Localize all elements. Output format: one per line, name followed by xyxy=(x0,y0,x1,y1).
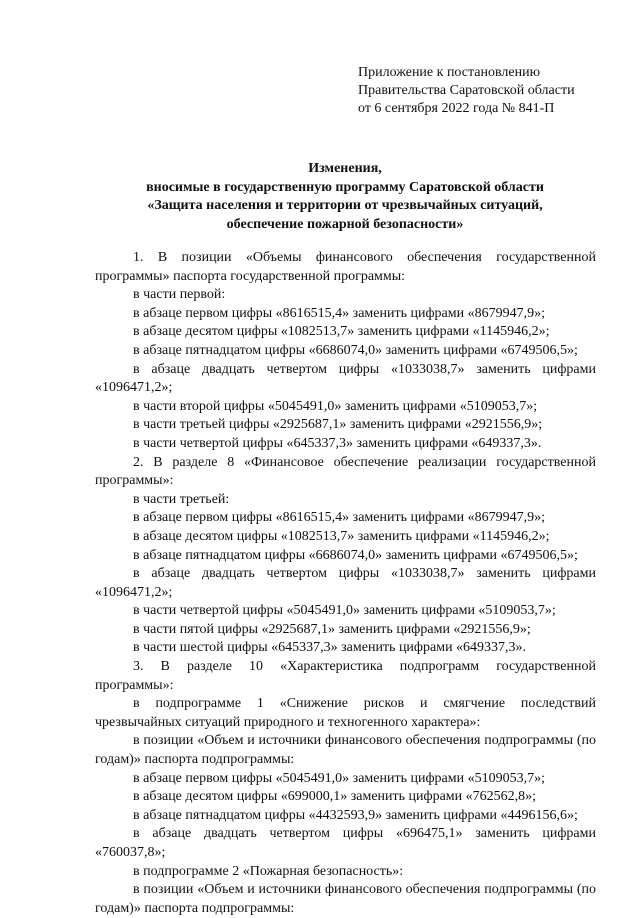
paragraph: в подпрограмме 1 «Снижение рисков и смягчение последствий чрезвычайных ситуаций природного и техногенного характера»: xyxy=(95,696,596,730)
document-body xyxy=(95,249,596,918)
paragraph: в части второй цифры «5045491,0» заменить цифрами «5109053,7»; xyxy=(133,398,538,414)
title-line-2: вносимые в государственную программу Саратовской области xyxy=(146,179,544,195)
title-line-1: Изменения, xyxy=(308,161,382,176)
approval-block xyxy=(358,64,575,118)
paragraph: в части пятой цифры «2925687,1» заменить цифрами «2921556,9»; xyxy=(133,621,531,637)
paragraph: в абзаце первом цифры «8616515,4» заменить цифрами «8679947,9»; xyxy=(133,305,545,321)
paragraph: в абзаце двадцать четвертом цифры «1033038,7» заменить цифрами «1096471,2»; xyxy=(95,566,596,600)
paragraph: в позиции «Объем и источники финансового обеспечения подпрограммы (по годам)» паспорта подпрограммы: xyxy=(95,882,596,916)
paragraph: в абзаце пятнадцатом цифры «4432593,9» заменить цифрами «4496156,6»; xyxy=(133,807,578,823)
paragraph: в части третьей цифры «2925687,1» заменить цифрами «2921556,9»; xyxy=(133,417,543,433)
approval-line-1: Приложение к постановлению xyxy=(358,65,541,80)
paragraph: в абзаце первом цифры «8616515,4» заменить цифрами «8679947,9»; xyxy=(133,510,545,526)
approval-line-3: от 6 сентября 2022 года № 841-П xyxy=(358,101,555,116)
paragraph: в части первой: xyxy=(133,287,226,303)
paragraph: в абзаце десятом цифры «1082513,7» заменить цифрами «1145946,2»; xyxy=(133,324,550,340)
paragraph: в абзаце двадцать четвертом цифры «696475,1» заменить цифрами «760037,8»; xyxy=(95,826,596,860)
title-line-4: обеспечение пожарной безопасности» xyxy=(226,216,464,232)
paragraph: в абзаце пятнадцатом цифры «6686074,0» заменить цифрами «6749506,5»; xyxy=(133,342,578,358)
paragraph: в позиции «Объем и источники финансового обеспечения подпрограммы (по годам)» паспорта подпрограммы: xyxy=(95,733,596,768)
title-line-3: «Защита населения и территории от чрезвычайных ситуаций, xyxy=(147,198,543,213)
paragraph: в абзаце двадцать четвертом цифры «1033038,7» заменить цифрами «1096471,2»; xyxy=(95,361,596,396)
paragraph: 2. В разделе 8 «Финансовое обеспечение реализации государственной программы»: xyxy=(95,454,596,489)
paragraph: в части шестой цифры «645337,3» заменить цифрами «649337,3». xyxy=(133,640,527,656)
paragraph: в подпрограмме 2 «Пожарная безопасность»: xyxy=(133,863,404,879)
paragraph: 3. В разделе 10 «Характеристика подпрограмм государственной программы»: xyxy=(95,659,596,693)
paragraph: в абзаце десятом цифры «1082513,7» заменить цифрами «1145946,2»; xyxy=(133,528,550,544)
approval-line-2: Правительства Саратовской области xyxy=(358,83,575,98)
paragraph: в части третьей: xyxy=(133,491,230,507)
paragraph: в части четвертой цифры «5045491,0» заменить цифрами «5109053,7»; xyxy=(133,603,556,619)
document-title xyxy=(95,160,595,234)
paragraph: в части четвертой цифры «645337,3» заменить цифрами «649337,3». xyxy=(133,435,542,451)
paragraph: в абзаце десятом цифры «699000,1» заменить цифрами «762562,8»; xyxy=(133,789,537,805)
paragraph: в абзаце пятнадцатом цифры «6686074,0» заменить цифрами «6749506,5»; xyxy=(133,547,578,563)
paragraph: 1. В позиции «Объемы финансового обеспечения государственной программы» паспорта государственной программы: xyxy=(95,250,596,284)
paragraph: в абзаце первом цифры «5045491,0» заменить цифрами «5109053,7»; xyxy=(133,770,545,786)
